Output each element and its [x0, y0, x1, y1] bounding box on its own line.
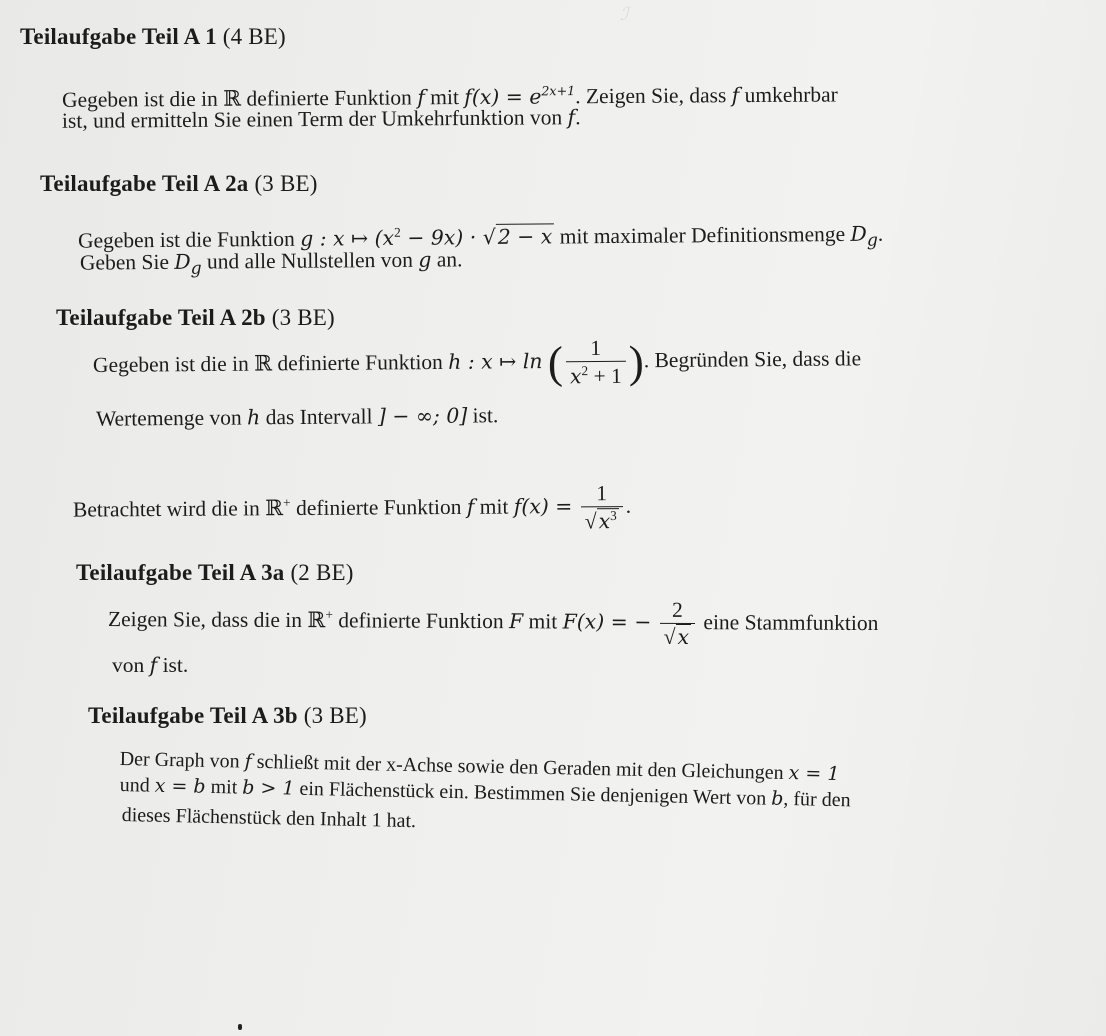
a2b-fraction: $\frac{1}{x^2 + 1}$: [566, 337, 626, 389]
a3a-line-1: Zeigen Sie, dass die in ℝ+ definierte Funktion F mit F(x) = − $\frac{2}{√x}$ eine Stammfunktion: [107, 597, 879, 649]
a3b-line-1: Der Graph von f schließt mit der x-Achse sowie den Geraden mit den Gleichungen x = 1: [119, 747, 840, 786]
a2a-line-2: Geben Sie $D_g$ und alle Nullstellen von g an.: [79, 247, 463, 279]
a3b-line-2: und x = b mit b > 1 ein Flächenstück ein. Bestimmen Sie denjenigen Wert von b, für den: [119, 773, 851, 812]
a1-line-1: Gegeben ist die in ℝ definierte Funktion f mit $f(x) = e^{2x+1}$. Zeigen Sie, dass f umkehrbar: [61, 82, 838, 112]
heading-a1: Teilaufgabe Teil A 1 (4 BE): [20, 24, 286, 49]
bleed-through-text: ℐ: [620, 4, 629, 24]
a3a-line-2: von f ist.: [112, 653, 189, 677]
a2a-line-1: Gegeben ist die Funktion g : x ↦ $(x^2 - 9x) \cdot √2 - x$ mit maximaler Definitionsmenge $D_g$.: [77, 221, 884, 253]
intro3-fraction: $\frac{1}{√x^3}$: [581, 482, 623, 534]
a2b-line-1: Gegeben ist die in ℝ definierte Funktion h : x ↦ ln ( $\frac{1}{x^2 + 1}$ ). Begründen Sie, dass die: [92, 335, 862, 388]
a2b-line-2: Wertemenge von h das Intervall ] − ∞; 0] ist.: [95, 403, 499, 431]
heading-a3b: Teilaufgabe Teil A 3b (3 BE): [88, 703, 367, 728]
heading-a3a: Teilaufgabe Teil A 3a (2 BE): [76, 560, 354, 585]
heading-a2b: Teilaufgabe Teil A 2b (3 BE): [56, 305, 335, 330]
a3b-line-3: dieses Flächenstück den Inhalt 1 hat.: [121, 803, 417, 833]
ink-speck: [238, 1024, 242, 1030]
a1-line-2: ist, und ermitteln Sie einen Term der Umkehrfunktion von f.: [61, 105, 581, 133]
intro-3: Betrachtet wird die in ℝ+ definierte Funktion f mit f(x) = $\frac{1}{√x^3}$ .: [72, 481, 632, 534]
heading-a2a: Teilaufgabe Teil A 2a (3 BE): [40, 171, 318, 196]
a3a-fraction: $\frac{2}{√x}$: [660, 599, 696, 649]
